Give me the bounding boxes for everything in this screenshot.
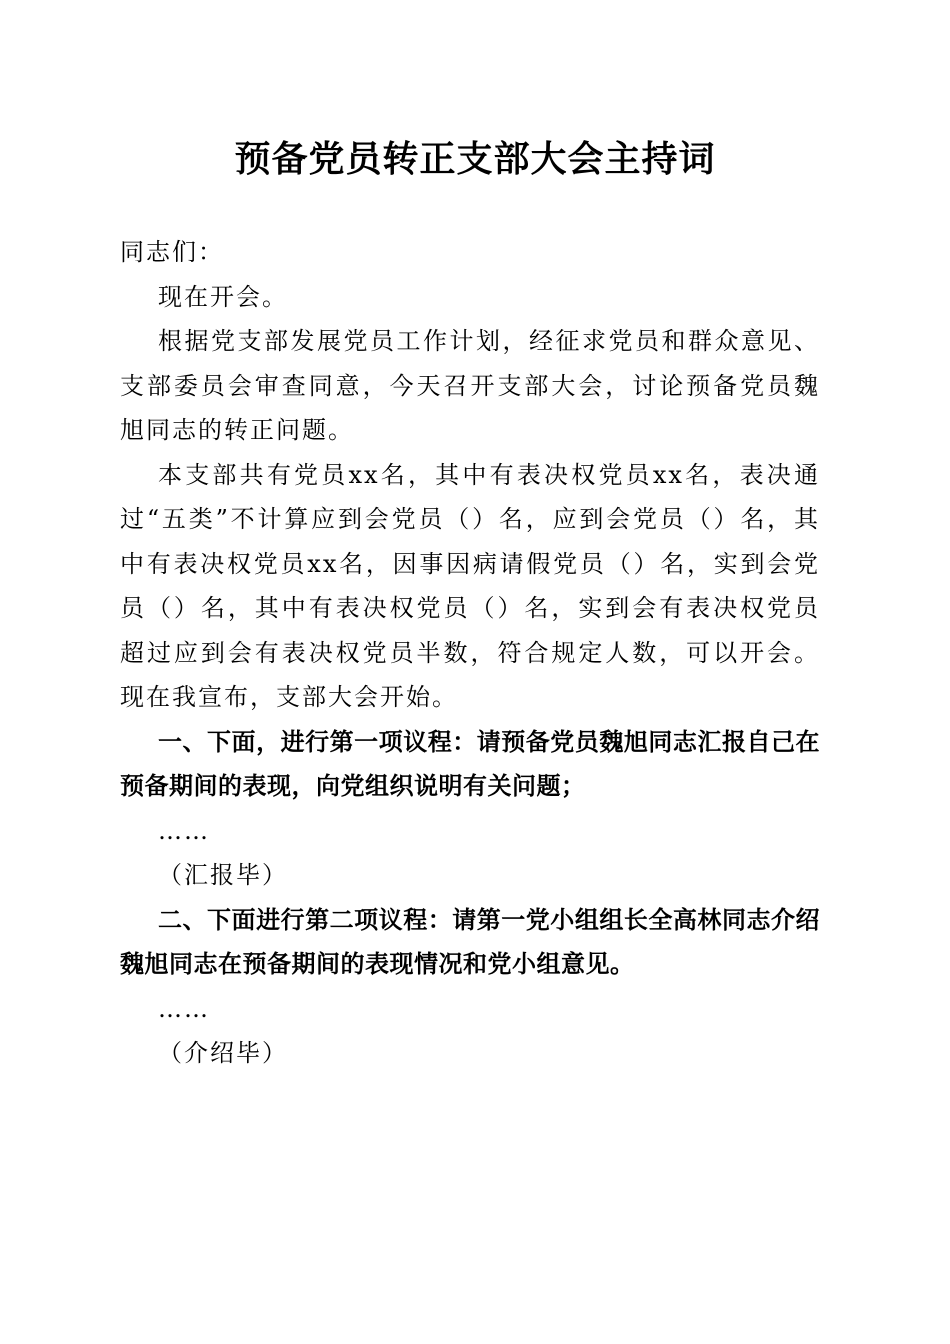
document-title: 预备党员转正支部大会主持词 — [234, 139, 716, 180]
note-intro-finished: （介绍毕） — [158, 1039, 288, 1067]
document-body — [120, 230, 820, 1076]
agenda-item-2: 二、下面进行第二项议程：请第一党小组组长全高林同志介绍魏旭同志在预备期间的表现情况和党小组意见。 — [120, 905, 820, 978]
agenda-item-1: 一、下面，进行第一项议程：请预备党员魏旭同志汇报自己在预备期间的表现，向党组织说明有关问题； — [120, 727, 820, 800]
paragraph-attendance: 本支部共有党员xx名，其中有表决权党员xx名，表决通过“五类”不计算应到会党员（）名，应到会党员（）名，其中有表决权党员xx名，因事因病请假党员（）名，实到会党员（）名，其中有表决权党员（）名，实到会有表决权党员超过应到会有表决权党员半数，符合规定人数，可以开会。现在我宣布，支部大会开始。 — [120, 460, 820, 711]
ellipsis-1: …… — [158, 816, 210, 845]
paragraph-opening: 现在开会。 — [158, 282, 288, 311]
salutation: 同志们： — [120, 238, 224, 266]
ellipsis-2: …… — [158, 994, 210, 1023]
note-report-finished: （汇报毕） — [158, 861, 288, 889]
paragraph-purpose: 根据党支部发展党员工作计划，经征求党员和群众意见、支部委员会审查同意，今天召开支部大会，讨论预备党员魏旭同志的转正问题。 — [120, 327, 820, 444]
